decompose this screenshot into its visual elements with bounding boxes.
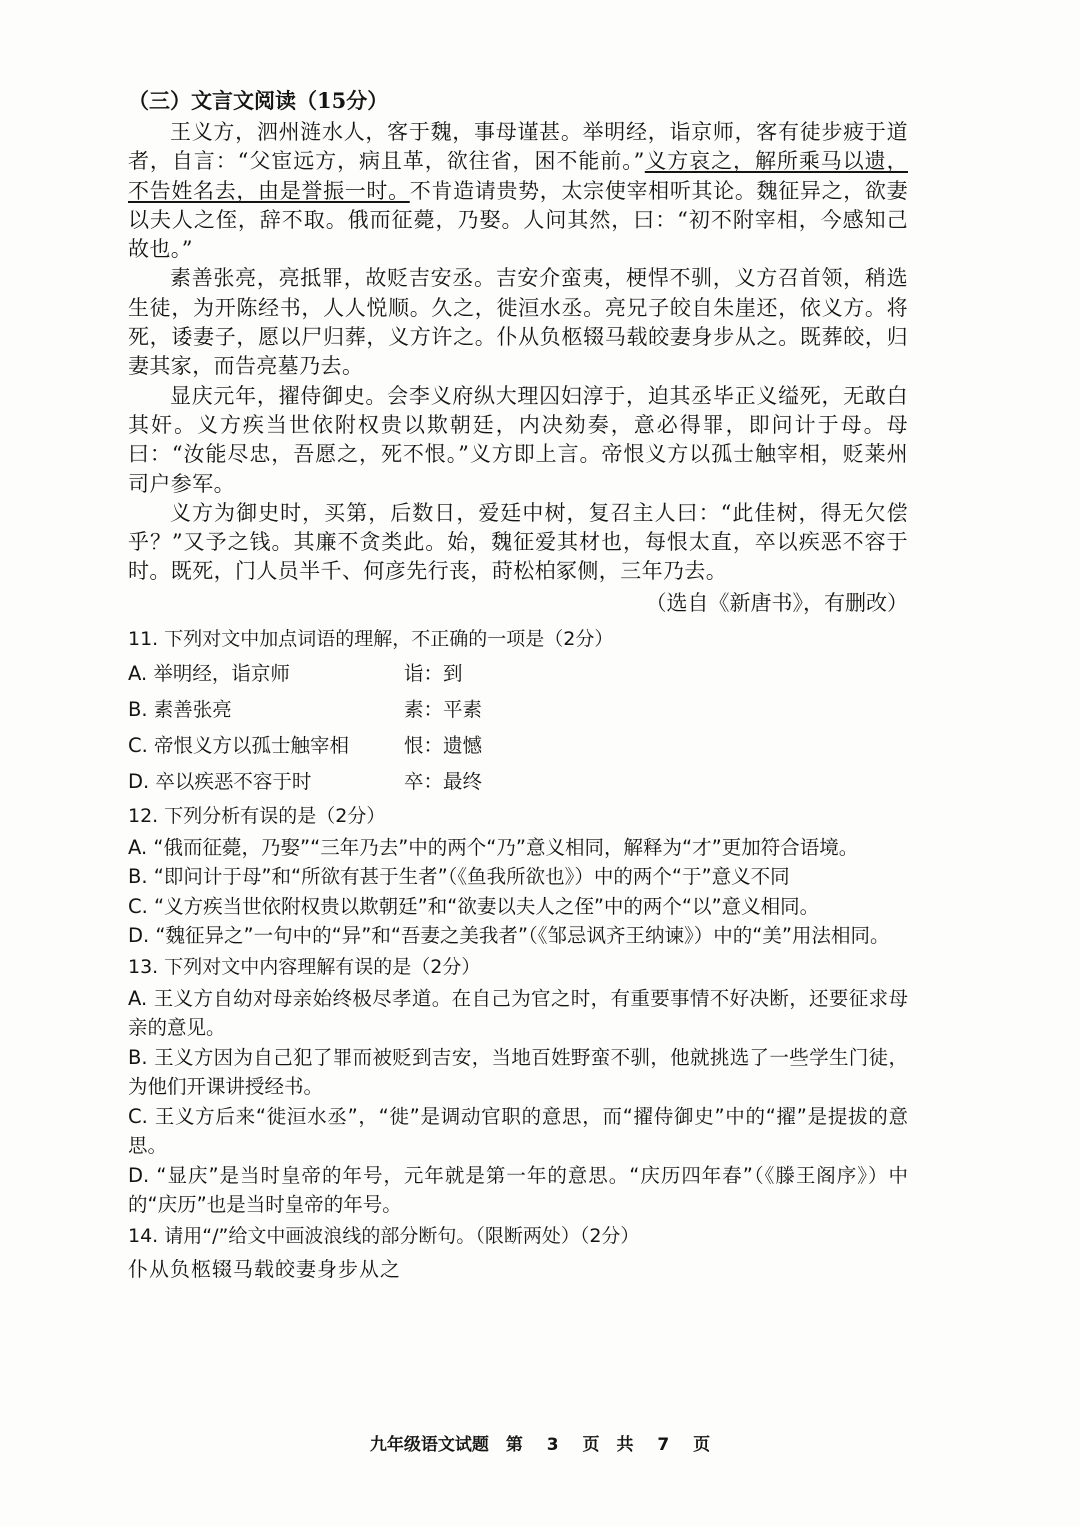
question-12-option-d: D. “魏征异之”一句中的“异”和“吾妻之美我者”（《邹忌讽齐王纳谏》）中的“美”用法相同。: [128, 924, 890, 948]
question-13-option-a: A. 王义方自幼对母亲始终极尽孝道。在自己为官之时，有重要事情不好决断，还要征求母亲的意见。: [128, 986, 908, 1040]
question-13-option-c: C. 王义方后来“徙洹水丞”，“徙”是调动官职的意思，而“擢侍御史”中的“擢”是提拔的意思。: [128, 1104, 908, 1158]
passage-paragraph-4: 义方为御史时，买第，后数日，爱廷中树，复召主人曰：“此佳树，得无欠偿乎？”又予之钱。其廉不贪类此。始，魏征爱其材也，每恨太直，卒以疾恶不容于时。既死，门人员半千、何彦先行丧，莳松柏冢侧，三年乃去。: [128, 500, 908, 584]
question-11-option-c: [128, 728, 908, 764]
passage-source: （选自《新唐书》，有删改）: [645, 590, 908, 615]
question-11: [128, 623, 908, 800]
classical-passage: [128, 118, 908, 587]
p1-pre: 王义方，泗州涟水人，客于魏，事母谨甚。举明经，诣京师，客有徒步疲于道者，自言：“父宦远方，病且革，欲往省，困不能前。”: [128, 120, 908, 174]
option-explanation: 恨：遗憾: [404, 733, 483, 757]
passage-paragraph-1: [128, 118, 908, 264]
option-explanation: 卒：最终: [404, 769, 483, 793]
option-explanation: 诣：到: [404, 661, 463, 685]
question-11-stem: 11. 下列对文中加点词语的理解，不正确的一项是（2分）: [128, 627, 614, 650]
question-11-option-d: [128, 764, 908, 800]
question-11-option-b: [128, 692, 908, 728]
question-13-option-b: B. 王义方因为自己犯了罪而被贬到吉安，当地百姓野蛮不驯，他就挑选了一些学生门徒，为他们开课讲授经书。: [128, 1045, 908, 1099]
question-12-option-a: A. “俄而征薨，乃娶”“三年乃去”中的两个“乃”意义相同，解释为“才”更加符合语境。: [128, 835, 859, 859]
question-13-stem: 13. 下列对文中内容理解有误的是（2分）: [128, 955, 481, 978]
question-12-option-b: B. “即问计于母”和“所欲有甚于生者”（《鱼我所欲也》）中的两个“于”意义不同: [128, 865, 790, 889]
option-text: C. 帝恨义方以孤士触宰相: [128, 733, 350, 757]
passage-paragraph-2: 素善张亮，亮抵罪，故贬吉安丞。吉安介蛮夷，梗悍不驯，义方召首领，稍选生徒，为开陈经书，人人悦顺。久之，徙洹水丞。亮兄子皎自朱崖还，依义方。将死，诿妻子，愿以尸归葬，义方许之。仆从负柩辍马载皎妻身步从之。既葬皎，归妻其家，而告亮墓乃去。: [128, 266, 908, 379]
section-title: （三）文言文阅读（15分）: [128, 88, 389, 113]
underlined-sentence: 义方哀之，解所乘马以遗，不告姓名去，由是誉振一时。: [128, 149, 908, 203]
passage-paragraph-3: 显庆元年，擢侍御史。会李义府纵大理囚妇淳于，迫其丞毕正义缢死，无敢白其奸。义方疾当世依附权贵以欺朝廷，内决劾奏，意必得罪，即问计于母。母曰：“汝能尽忠，吾愿之，死不恨。”义方即上言。帝恨义方以孤士触宰相，贬莱州司户参军。: [128, 383, 908, 496]
question-12-option-c: C. “义方疾当世依附权贵以欺朝廷”和“欲妻以夫人之侄”中的两个“以”意义相同。: [128, 894, 820, 918]
question-12-stem: 12. 下列分析有误的是（2分）: [128, 804, 386, 827]
question-14-stem: 14. 请用“/”给文中画波浪线的部分断句。（限断两处）（2分）: [128, 1224, 640, 1247]
page-content: [128, 84, 908, 1285]
option-text: B. 素善张亮: [128, 697, 232, 721]
option-text: A. 举明经，诣京师: [128, 661, 290, 685]
page-footer: 九年级语文试题 第 3 页 共 7 页: [369, 1435, 711, 1455]
p1-post: 不肯造请贵势，太宗使宰相听其论。魏征异之，欲妻以夫人之侄，辞不取。俄而征薨，乃娶。人问其然，曰：“初不附宰相，今感知己故也。”: [128, 178, 908, 262]
question-12: [128, 800, 908, 951]
option-text: D. 卒以疾恶不容于时: [128, 769, 312, 793]
question-11-option-a: [128, 656, 908, 692]
question-14-sentence: 仆从负柩辍马载皎妻身步从之: [128, 1256, 401, 1281]
option-explanation: 素：平素: [404, 697, 483, 721]
question-13: [128, 951, 908, 1220]
question-14: [128, 1220, 908, 1285]
question-13-option-d: D. “显庆”是当时皇帝的年号，元年就是第一年的意思。“庆历四年春”（《滕王阁序》）中的“庆历”也是当时皇帝的年号。: [128, 1163, 908, 1217]
